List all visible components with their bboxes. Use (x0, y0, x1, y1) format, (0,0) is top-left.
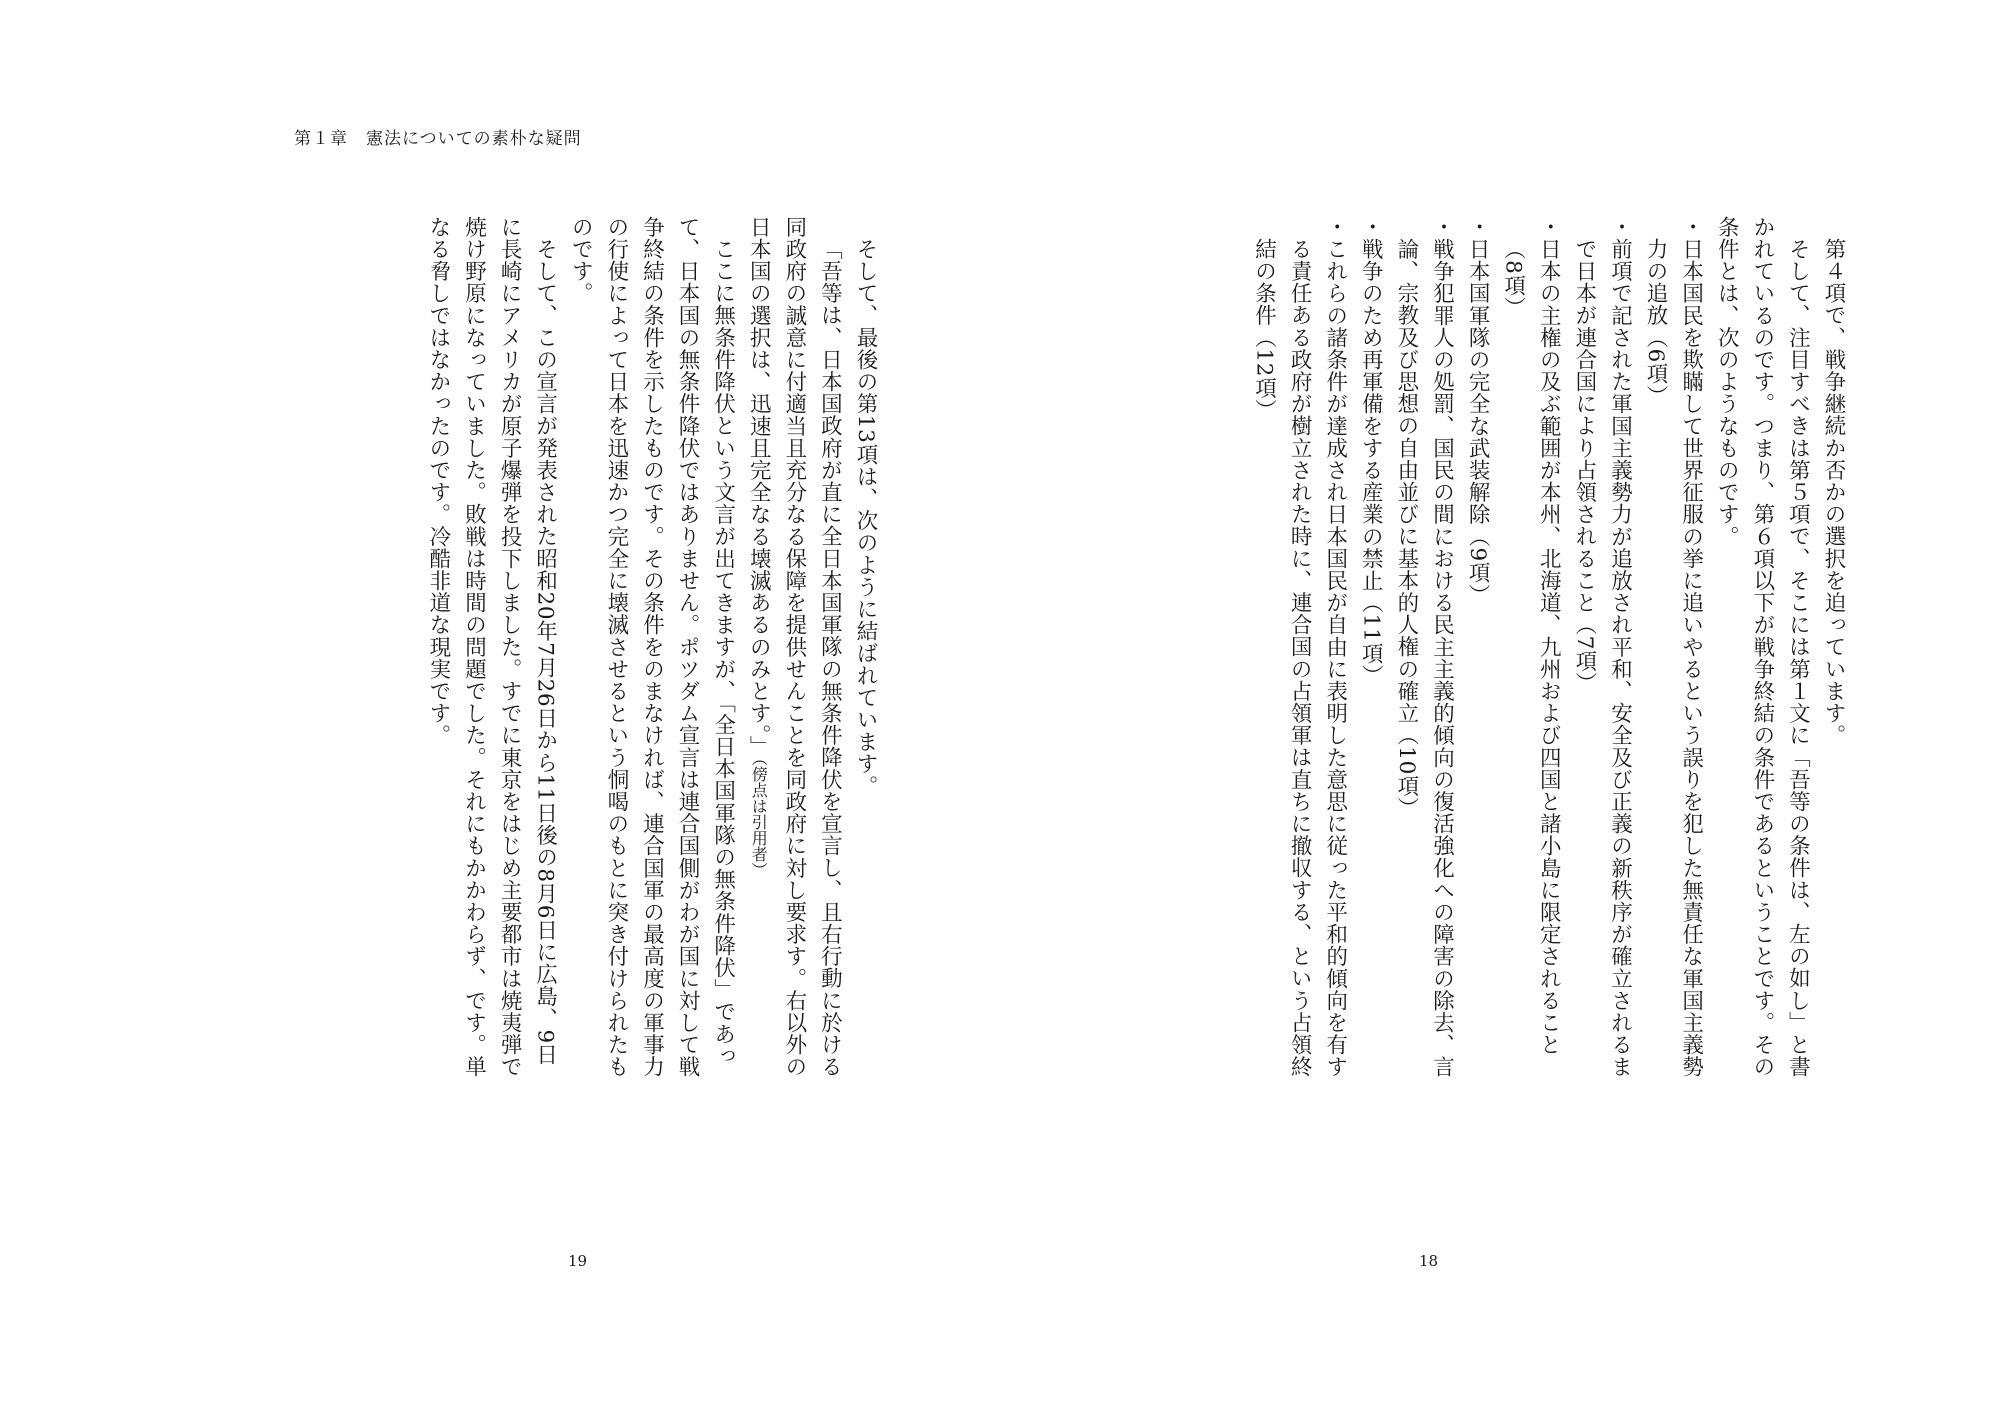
right-page (1000, 0, 2000, 1414)
page-number: 19 (568, 1252, 588, 1270)
list-item: ・これらの諸条件が達成され日本国民が自由に表明した意思に従った平和的傾向を有する責任ある政府が樹立された時に、連合国の占領軍は直ちに撤収する、という占領終結の条件（12項） (1251, 216, 1348, 1078)
paragraph: そして、注目すべきは第５項で、そこには第１文に「吾等の条件は、左の如し」と書かれているのです。つまり、第６項以下が戦争終結の条件であるということです。その条件とは、次のようなものです。 (1714, 216, 1811, 1078)
paragraph: ここに無条件降伏という文言が出てきますが、「全日本国軍隊の無条件降伏」であって、日本国の無条件降伏ではありません。ポツダム宣言は連合国側がわが国に対して戦争終結の条件を示したものです。その条件をのまなければ、連合国軍の最高度の軍事力の行使によって日本を迅速かつ完全に壊滅させるという恫喝のもとに突き付けられたものです。 (568, 216, 736, 1078)
paragraph: そして、この宣言が発表された昭和20年7月26日から11日後の8月6日に広島、9日に長崎にアメリカが原子爆弾を投下しました。すでに東京をはじめ主要都市は焼夷弾で焼け野原になっていました。敗戦は時間の問題でした。それにもかかわらず、です。単なる脅しではなかったのです。冷酷非道な現実です。 (425, 216, 558, 1078)
list-item: ・日本の主権の及ぶ範囲が本州、北海道、九州および四国と諸小島に限定されること（8項） (1500, 216, 1562, 1056)
list-item: ・戦争のため再軍備をする産業の禁止（11項） (1358, 216, 1384, 687)
list-item: ・戦争犯罪人の処罰、国民の間における民主主義的傾向の復活強化への障害の除去、言論、宗教及び思想の自由並びに基本的人権の確立（10項） (1393, 216, 1455, 1078)
left-body-text (425, 216, 883, 1086)
list-item: ・日本国民を欺瞞して世界征服の挙に追いやるという誤りを犯した無責任な軍国主義勢力の追放（6項） (1643, 216, 1704, 1078)
paragraph: 第４項で、戦争継続か否かの選択を迫っています。 (1821, 237, 1846, 746)
right-body-text (1111, 216, 1851, 1086)
list-item: ・前項で記された軍国主義勢力が追放され平和、安全及び正義の新秩序が確立されるまで日本が連合国により占領されること（7項） (1571, 216, 1633, 1078)
quote-text: 「吾等は、日本国政府が直に全日本国軍隊の無条件降伏を宣言し、且右行動に於ける同政府の誠意に付適当且充分なる保障を提供せんことを同政府に対し要求す。右以外の日本国の選択は、迅速且完全なる壊滅あるのみとす。」 (746, 216, 843, 1078)
running-head: 第１章 憲法についての素朴な疑問 (294, 129, 582, 149)
quote-paragraph (741, 216, 848, 1086)
list-item: ・日本国軍隊の完全な武装解除（9項） (1465, 216, 1491, 606)
page-number: 18 (1419, 1252, 1439, 1270)
quote-note: （傍点は引用者） (749, 757, 769, 878)
paragraph: そして、最後の第13項は、次のように結ばれています。 (853, 237, 878, 797)
